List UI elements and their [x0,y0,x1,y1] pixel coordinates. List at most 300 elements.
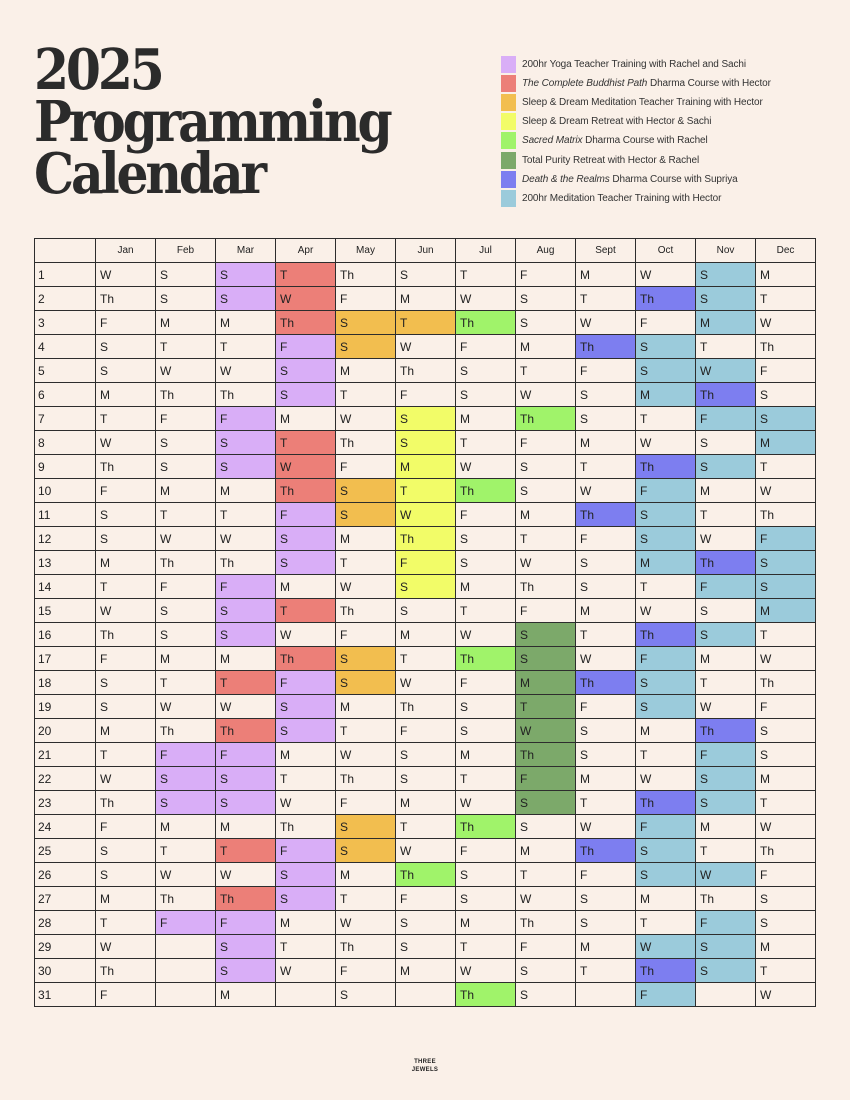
day-cell: Th [396,863,456,887]
month-header: Apr [276,239,336,263]
day-row [35,719,816,743]
day-cell: S [396,743,456,767]
day-cell: Th [696,719,756,743]
day-cell: S [516,455,576,479]
day-cell: S [576,887,636,911]
day-number: 15 [35,599,96,623]
day-cell: S [276,719,336,743]
day-cell: S [216,623,276,647]
day-cell: S [456,383,516,407]
day-cell: Th [756,839,816,863]
day-cell: S [636,695,696,719]
day-cell: S [756,743,816,767]
day-cell: F [456,503,516,527]
day-cell: W [156,527,216,551]
legend-label-text: 200hr Meditation Teacher Training with Hector [522,192,722,204]
day-cell: T [336,551,396,575]
day-cell: S [216,263,276,287]
day-cell: W [756,479,816,503]
legend-swatch [501,94,516,111]
day-number: 24 [35,815,96,839]
day-number: 25 [35,839,96,863]
day-cell: S [636,863,696,887]
day-number: 21 [35,743,96,767]
day-cell: Th [336,599,396,623]
legend-label-text: Sleep & Dream Meditation Teacher Training with Hector [522,97,763,109]
day-cell: Th [636,959,696,983]
day-cell: S [396,767,456,791]
day-cell: T [216,839,276,863]
day-cell: T [396,479,456,503]
day-cell: M [96,551,156,575]
day-cell: W [756,815,816,839]
day-cell: W [636,263,696,287]
day-cell: W [516,551,576,575]
day-cell: W [396,671,456,695]
day-cell: M [156,647,216,671]
day-cell: F [636,311,696,335]
day-cell: Th [636,623,696,647]
legend-item [501,170,771,189]
legend-item [501,150,771,169]
day-cell: T [576,455,636,479]
day-cell: M [336,527,396,551]
day-cell: F [216,743,276,767]
day-cell: F [156,407,216,431]
day-cell: W [696,359,756,383]
day-cell: F [96,647,156,671]
day-cell: S [336,479,396,503]
day-cell: Th [456,479,516,503]
day-number: 12 [35,527,96,551]
day-cell: Th [636,287,696,311]
day-cell: S [516,623,576,647]
month-header: Jul [456,239,516,263]
legend-label [522,174,738,185]
legend-label-italic: Death & the Realms [522,173,610,185]
day-cell: W [336,407,396,431]
day-cell: T [576,623,636,647]
day-number: 4 [35,335,96,359]
day-number: 1 [35,263,96,287]
day-cell: W [96,935,156,959]
day-cell: T [216,335,276,359]
legend-item [501,74,771,93]
day-cell: S [696,935,756,959]
day-cell: Th [156,383,216,407]
day-number: 26 [35,863,96,887]
day-cell: T [756,455,816,479]
day-cell: S [96,863,156,887]
day-cell: W [576,647,636,671]
day-cell: T [336,887,396,911]
day-cell: W [456,455,516,479]
day-cell: M [636,887,696,911]
day-cell: W [516,719,576,743]
day-cell: S [636,503,696,527]
day-cell: Th [456,311,516,335]
day-cell: M [696,815,756,839]
day-row [35,791,816,815]
day-cell: T [576,791,636,815]
day-cell: Th [156,551,216,575]
day-cell: S [516,815,576,839]
day-cell: F [336,455,396,479]
day-cell: M [636,383,696,407]
day-cell: M [516,503,576,527]
day-row [35,479,816,503]
day-cell: S [336,335,396,359]
day-cell: M [396,287,456,311]
day-number: 28 [35,911,96,935]
day-cell: Th [576,671,636,695]
day-cell: S [576,383,636,407]
day-cell: M [756,935,816,959]
day-cell: W [396,839,456,863]
day-number: 20 [35,719,96,743]
day-cell: S [576,575,636,599]
day-cell: S [216,767,276,791]
day-number: 7 [35,407,96,431]
day-cell: F [336,287,396,311]
day-cell: F [696,911,756,935]
day-cell: Th [636,455,696,479]
day-cell: F [156,743,216,767]
day-cell: Th [576,839,636,863]
day-cell: T [216,671,276,695]
day-cell: T [636,575,696,599]
day-number: 9 [35,455,96,479]
day-cell: W [156,695,216,719]
day-cell: F [756,695,816,719]
day-cell: T [516,527,576,551]
day-cell [396,983,456,1007]
day-cell: T [756,791,816,815]
day-cell: W [456,959,516,983]
day-cell: Th [756,335,816,359]
day-row [35,383,816,407]
day-cell: S [576,743,636,767]
day-cell: T [696,671,756,695]
day-cell: F [516,431,576,455]
day-cell: S [216,431,276,455]
title-programming: Programming [34,89,390,155]
day-cell: Th [456,647,516,671]
day-cell: F [336,959,396,983]
day-cell: S [336,839,396,863]
day-cell: Th [96,959,156,983]
day-row [35,743,816,767]
day-cell: W [576,479,636,503]
day-cell: Th [636,791,696,815]
day-cell: S [456,719,516,743]
day-cell: F [96,983,156,1007]
day-cell: T [456,935,516,959]
day-cell: M [516,839,576,863]
day-cell: S [276,359,336,383]
day-cell: Th [276,311,336,335]
day-row [35,815,816,839]
day-cell: S [756,575,816,599]
day-cell: S [336,671,396,695]
day-cell: Th [396,359,456,383]
day-cell: M [756,263,816,287]
day-cell: S [216,959,276,983]
day-cell: S [276,863,336,887]
day-number: 22 [35,767,96,791]
day-cell: S [636,671,696,695]
day-cell: F [216,407,276,431]
day-cell: W [276,959,336,983]
legend-label [522,97,763,108]
day-cell: T [516,359,576,383]
day-cell: S [216,935,276,959]
day-cell: F [756,527,816,551]
day-cell: W [756,983,816,1007]
day-cell: S [636,839,696,863]
day-cell: S [216,287,276,311]
day-cell: M [96,719,156,743]
month-header: Aug [516,239,576,263]
day-cell [156,983,216,1007]
day-cell: T [156,335,216,359]
day-cell: T [276,599,336,623]
day-cell: S [276,527,336,551]
day-cell: Th [696,887,756,911]
day-cell: M [156,479,216,503]
legend-swatch [501,190,516,207]
day-cell: Th [456,815,516,839]
day-cell: M [756,767,816,791]
day-cell: S [696,431,756,455]
day-cell: W [696,695,756,719]
day-cell: W [636,767,696,791]
day-cell: Th [216,383,276,407]
day-row [35,863,816,887]
header-corner [35,239,96,263]
month-header: Nov [696,239,756,263]
day-cell: Th [696,551,756,575]
day-cell: S [696,791,756,815]
day-number: 13 [35,551,96,575]
day-cell: S [696,767,756,791]
day-cell: Th [276,647,336,671]
day-cell: S [456,359,516,383]
legend-label [522,59,746,70]
day-cell: W [96,263,156,287]
day-cell: T [456,431,516,455]
day-cell: M [396,791,456,815]
day-cell: W [696,527,756,551]
day-row [35,887,816,911]
day-cell: Th [336,263,396,287]
day-cell: W [216,863,276,887]
month-header-row [35,239,816,263]
day-cell: F [576,359,636,383]
day-cell: W [516,887,576,911]
day-cell: Th [516,743,576,767]
day-cell: T [96,743,156,767]
day-cell: F [576,863,636,887]
day-cell [696,983,756,1007]
day-cell: W [576,815,636,839]
day-cell: Th [156,719,216,743]
day-cell: T [636,743,696,767]
day-cell: Th [396,527,456,551]
day-cell: S [96,359,156,383]
day-cell: F [756,359,816,383]
day-cell: F [336,623,396,647]
day-cell: T [336,383,396,407]
day-number: 31 [35,983,96,1007]
day-cell [156,959,216,983]
day-cell: Th [276,479,336,503]
day-cell: W [216,695,276,719]
day-cell: F [456,671,516,695]
day-cell: Th [336,431,396,455]
day-cell: S [576,407,636,431]
day-cell: M [696,311,756,335]
day-cell: S [396,575,456,599]
day-cell: M [156,815,216,839]
day-number: 19 [35,695,96,719]
day-cell: S [576,719,636,743]
day-cell: Th [336,935,396,959]
day-cell: Th [96,623,156,647]
day-cell: S [96,335,156,359]
day-cell: F [456,335,516,359]
month-header: Jun [396,239,456,263]
day-cell: T [276,935,336,959]
day-number: 3 [35,311,96,335]
day-cell: Th [96,791,156,815]
day-cell: M [156,311,216,335]
day-cell: S [156,599,216,623]
day-cell: W [456,287,516,311]
legend [501,55,771,208]
legend-item [501,131,771,150]
day-cell: S [696,455,756,479]
day-cell: M [576,263,636,287]
day-cell: Th [696,383,756,407]
day-cell: T [96,575,156,599]
legend-label-text: Dharma Course with Rachel [582,135,708,147]
day-row [35,287,816,311]
day-number: 27 [35,887,96,911]
day-row [35,983,816,1007]
day-row [35,575,816,599]
day-cell: F [516,599,576,623]
day-cell: M [636,551,696,575]
day-cell: Th [576,335,636,359]
day-cell: T [456,767,516,791]
day-cell: W [636,599,696,623]
day-cell: S [336,503,396,527]
day-cell: M [336,695,396,719]
day-row [35,407,816,431]
month-header: Oct [636,239,696,263]
day-cell: M [576,431,636,455]
day-cell: W [216,359,276,383]
day-cell: Th [756,671,816,695]
day-cell: S [156,263,216,287]
day-cell: M [336,359,396,383]
day-cell: W [396,503,456,527]
day-cell: Th [276,815,336,839]
day-cell: T [696,839,756,863]
day-cell: F [396,551,456,575]
legend-label-text: Dharma Course with Supriya [609,173,738,185]
day-cell: S [216,455,276,479]
legend-label-text: Total Purity Retreat with Hector & Rachel [522,154,700,166]
logo-line-1: THREE [414,1059,436,1065]
legend-label-text: Sleep & Dream Retreat with Hector & Sachi [522,116,712,128]
day-row [35,767,816,791]
day-cell: T [156,671,216,695]
day-cell: W [276,455,336,479]
day-cell: S [516,791,576,815]
day-cell: S [156,455,216,479]
day-row [35,959,816,983]
day-cell: S [276,887,336,911]
day-row [35,551,816,575]
legend-swatch [501,132,516,149]
day-cell: S [156,767,216,791]
legend-label-text: 200hr Yoga Teacher Training with Rachel and Sachi [522,59,746,71]
day-cell: F [636,983,696,1007]
day-cell: S [756,887,816,911]
legend-label [522,78,771,89]
day-cell: T [696,335,756,359]
day-cell: M [636,719,696,743]
day-cell: F [156,575,216,599]
day-cell: M [576,935,636,959]
legend-swatch [501,56,516,73]
legend-label [522,116,711,127]
day-cell: S [636,359,696,383]
day-cell: F [96,311,156,335]
day-cell: W [276,791,336,815]
day-cell: S [756,551,816,575]
day-cell: F [636,479,696,503]
day-cell: F [516,263,576,287]
day-number: 8 [35,431,96,455]
day-number: 29 [35,935,96,959]
day-cell: S [696,287,756,311]
month-header: Dec [756,239,816,263]
legend-item [501,93,771,112]
day-row [35,671,816,695]
day-cell: W [756,647,816,671]
day-number: 23 [35,791,96,815]
day-cell: S [636,335,696,359]
day-cell: W [156,863,216,887]
day-cell: S [696,263,756,287]
day-cell: W [636,431,696,455]
day-cell: S [456,887,516,911]
day-cell: M [396,455,456,479]
day-number: 14 [35,575,96,599]
day-cell: T [576,287,636,311]
day-cell: S [636,527,696,551]
title-year: 2025 [34,37,162,103]
day-cell: M [456,911,516,935]
day-number: 30 [35,959,96,983]
day-cell: M [456,575,516,599]
day-cell: S [516,311,576,335]
day-cell: T [396,815,456,839]
month-header: May [336,239,396,263]
